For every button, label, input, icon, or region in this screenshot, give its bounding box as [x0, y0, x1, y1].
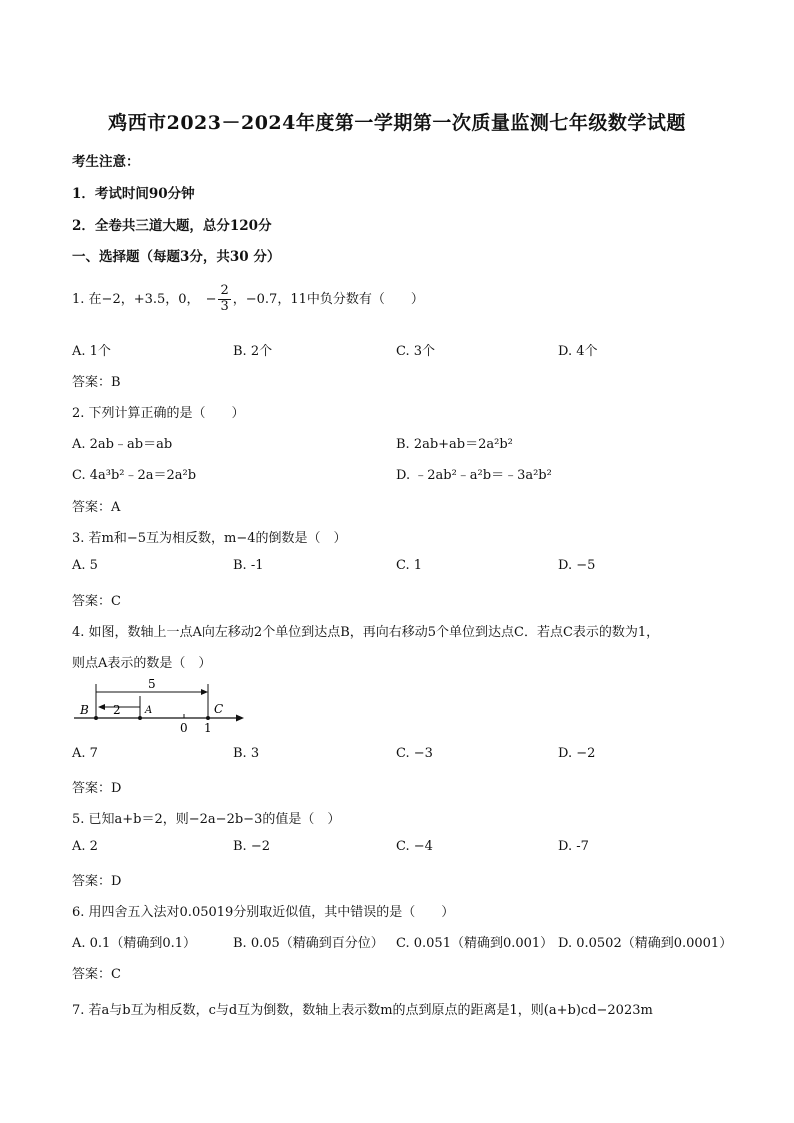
q5-answer	[72, 870, 121, 889]
point-c	[206, 716, 210, 720]
question-3-stem: 3. 若m和−5互为相反数，m−4的倒数是（ ）	[72, 531, 347, 546]
number-line-arrowhead	[236, 715, 244, 722]
arrow-5-head	[201, 689, 208, 695]
answer-label: 答案：	[72, 500, 112, 515]
label-one: 1	[204, 721, 212, 735]
q3-option-d: D. −5	[558, 558, 596, 573]
point-b	[94, 716, 98, 720]
q4-option-b: B. 3	[233, 746, 260, 761]
q1-frac-den: 3	[220, 298, 229, 314]
q1-items-a: −2，+3.5，0，	[101, 291, 200, 307]
q1-frac-num: 2	[220, 283, 229, 298]
q3-option-c: C. 1	[396, 558, 423, 573]
answer-label: 答案：	[72, 781, 112, 796]
q6-answer	[72, 963, 121, 982]
q1-option-d: D. 4个	[558, 344, 598, 359]
question-2-stem: 2. 下列计算正确的是（ ）	[72, 406, 245, 421]
arrow-2-head	[98, 704, 105, 710]
q6-option-a: A. 0.1（精确到0.1）	[72, 936, 197, 951]
question-7-stem: 7. 若a与b互为相反数，c与d互为倒数，数轴上表示数m的点到原点的距离是1，则(a+b)cd−2023m	[72, 1003, 653, 1018]
q1-option-b: B. 2个	[233, 344, 273, 359]
notice-item-2: 2．全卷共三道大题，总分120分	[72, 218, 272, 234]
q1-option-a: A. 1个	[72, 344, 111, 359]
q6-answer-value: C	[111, 967, 121, 982]
q1-prefix: 1. 在	[72, 291, 102, 307]
notice-heading: 考生注意：	[72, 154, 140, 170]
q1-frac-sign: −	[205, 291, 217, 307]
q6-option-c: C. 0.051（精确到0.001）	[396, 936, 554, 951]
label-dist-5: 5	[148, 677, 156, 691]
q3-option-b: B. -1	[233, 558, 264, 573]
q2-option-d: D. ﹣2ab²﹣a²b＝﹣3a²b²	[396, 468, 552, 483]
label-c: C	[214, 702, 224, 716]
answer-label: 答案：	[72, 967, 112, 982]
q2-answer	[72, 496, 120, 515]
section-heading-choice: 一、选择题（每题3分，共30 分）	[72, 249, 281, 265]
q2-answer-value: A	[111, 500, 121, 515]
question-5-stem: 5. 已知a+b＝2，则−2a−2b−3的值是（ ）	[72, 812, 341, 827]
q3-answer	[72, 590, 121, 609]
q1-option-c: C. 3个	[396, 344, 436, 359]
q4-option-a: A. 7	[72, 746, 98, 761]
q6-option-d: D. 0.0502（精确到0.0001）	[558, 936, 733, 951]
q4-answer-value: D	[111, 781, 122, 796]
number-line-figure	[72, 676, 252, 740]
question-1-stem	[72, 284, 424, 315]
q5-option-d: D. -7	[558, 839, 589, 854]
question-6-stem: 6. 用四舍五入法对0.05019分别取近似值，其中错误的是（ ）	[72, 905, 455, 920]
question-4-stem-line-2: 则点A表示的数是（ ）	[72, 656, 212, 671]
q2-option-b: B. 2ab+ab＝2a²b²	[396, 437, 513, 452]
point-a	[138, 716, 142, 720]
answer-label: 答案：	[72, 375, 112, 390]
label-a: A	[145, 705, 153, 716]
q5-option-a: A. 2	[72, 839, 98, 854]
answer-label: 答案：	[72, 874, 112, 889]
q6-option-b: B. 0.05（精确到百分位）	[233, 936, 384, 951]
exam-title: 鸡西市2023－2024年度第一学期第一次质量监测七年级数学试题	[108, 112, 686, 134]
question-4-stem-line-1: 4. 如图，数轴上一点A向左移动2个单位到达点B，再向右移动5个单位到达点C．若点C表示的数为1，	[72, 625, 660, 640]
q5-answer-value: D	[111, 874, 122, 889]
notice-item-1: 1．考试时间90分钟	[72, 186, 195, 202]
q4-option-c: C. −3	[396, 746, 433, 761]
q5-option-b: B. −2	[233, 839, 270, 854]
label-dist-2: 2	[113, 703, 121, 717]
q1-answer	[72, 371, 121, 390]
answer-label: 答案：	[72, 594, 112, 609]
q1-fraction	[218, 284, 230, 315]
q4-answer	[72, 777, 121, 796]
label-zero: 0	[180, 721, 188, 735]
q3-answer-value: C	[111, 594, 121, 609]
q4-option-d: D. −2	[558, 746, 596, 761]
label-b: B	[80, 703, 89, 717]
q5-option-c: C. −4	[396, 839, 433, 854]
q2-option-a: A. 2ab﹣ab＝ab	[72, 437, 173, 452]
q3-option-a: A. 5	[72, 558, 98, 573]
q2-option-c: C. 4a³b²﹣2a＝2a²b	[72, 468, 197, 483]
q1-items-b: ，−0.7，11中负分数有（ ）	[232, 291, 424, 307]
q1-answer-value: B	[111, 375, 121, 390]
